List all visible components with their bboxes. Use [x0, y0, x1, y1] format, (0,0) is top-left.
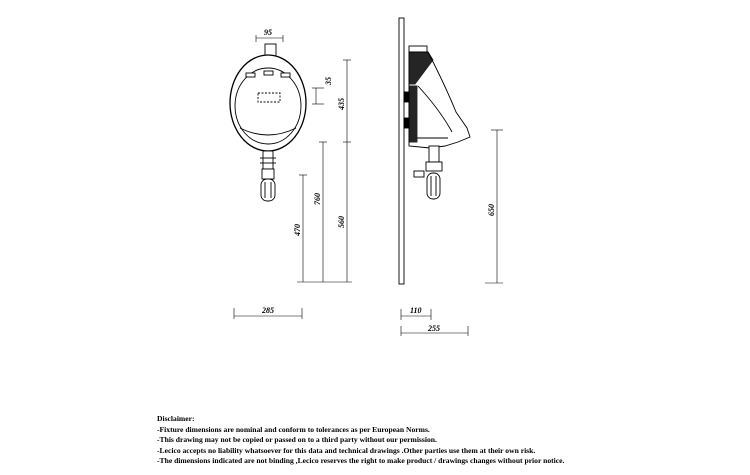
disclaimer-line: -Lecico accepts no liability whatsoever for this data and technical drawings .Other parties use them at their own risk. [157, 445, 536, 455]
dim-side-height: 650 [487, 204, 496, 216]
dim-side-wall-offset: 110 [410, 306, 422, 315]
disclaimer-line: -The dimensions indicated are not binding ,Lecico reserves the right to make product / drawings changes without prior notice. [157, 456, 565, 466]
disclaimer-line: -Fixture dimensions are nominal and conform to tolerances as per European Norms. [157, 424, 430, 434]
wall-section [399, 18, 404, 284]
dim-front-overall-height: 760 [313, 193, 322, 205]
disclaimer-block [157, 414, 564, 467]
disclaimer-title: Disclaimer: [157, 414, 195, 423]
disclaimer-line: -This drawing may not be copied or passed on to a third party without our permission. [157, 435, 437, 445]
urinal-front-view [230, 44, 306, 201]
dim-front-top-width: 95 [264, 28, 272, 37]
urinal-side-view [399, 18, 470, 284]
dim-front-bowl-height: 435 [337, 98, 346, 110]
dim-front-spigot-height: 560 [337, 216, 346, 228]
dim-front-width: 285 [262, 306, 274, 315]
dim-front-inlet-offset: 35 [324, 77, 333, 85]
dim-side-depth: 255 [428, 324, 440, 333]
dim-front-waste-height: 470 [293, 224, 302, 236]
